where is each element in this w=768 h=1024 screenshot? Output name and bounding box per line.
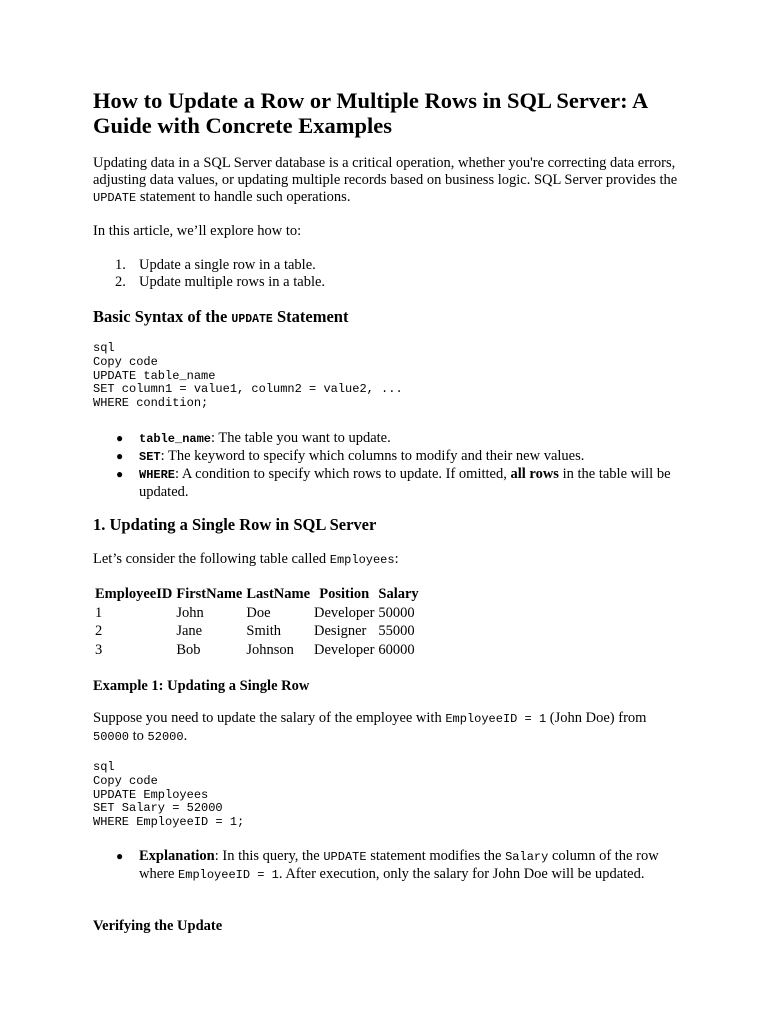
list-item (93, 257, 683, 274)
intro-list (93, 257, 683, 291)
syntax-heading (93, 307, 348, 330)
bullet-icon: ● (116, 467, 124, 481)
bullet-icon: ● (116, 431, 124, 445)
list-item (93, 466, 683, 501)
code-line: WHERE EmployeeID = 1; (93, 815, 245, 830)
para-text: Suppose you need to update the salary of the employee with (93, 710, 446, 726)
page-title: How to Update a Row or Multiple Rows in SQL Server: A Guide with Concrete Examples (93, 88, 647, 138)
table-cell: Developer (314, 641, 375, 658)
table-cell: Smith (246, 623, 282, 639)
code-line: SET Salary = 52000 (93, 801, 223, 816)
bullet-text: statement modifies the (366, 848, 506, 864)
list-item (93, 448, 683, 466)
bullet-icon: ● (116, 849, 124, 863)
column-header: LastName (246, 586, 311, 602)
bullet-bold-text: all rows (510, 466, 559, 482)
intro-text-1: Updating data in a SQL Server database is a critical operation, whether you're correcting data errors, adjusting data values, or updating multiple records based on business logic. SQL Server provides the (93, 155, 678, 188)
bullet-text: : In this query, the (214, 848, 324, 864)
code-language-label: sql (93, 760, 115, 774)
bullet-text: : The table you want to update. (211, 430, 391, 446)
syntax-bullets (93, 430, 683, 501)
copy-code-label[interactable]: Copy code (93, 354, 158, 369)
list-item-text: Update multiple rows in a table. (139, 274, 326, 290)
table-row (93, 641, 421, 660)
employees-table (93, 585, 421, 659)
table-header-row (93, 585, 421, 604)
bullet-text: : A condition to specify which rows to update. If omitted, (175, 466, 511, 482)
example1-code-block (93, 761, 244, 830)
para-text: : (394, 551, 399, 567)
inline-code: UPDATE (323, 850, 367, 864)
explanation-bullets (93, 848, 683, 884)
list-item (93, 848, 683, 884)
intro-code-update: UPDATE (93, 191, 137, 205)
column-header: Salary (378, 586, 419, 602)
table-cell: John (176, 604, 204, 621)
inline-code: 52000 (147, 730, 184, 744)
code-language-label: sql (93, 341, 115, 355)
heading-text: Statement (272, 307, 349, 326)
table-cell: Designer (314, 623, 367, 639)
code-line: UPDATE table_name (93, 368, 216, 383)
table-cell: Doe (246, 604, 271, 621)
bullet-text: in the table will be updated. (139, 466, 671, 500)
table-cell: 50000 (378, 604, 415, 621)
bullet-icon: ● (116, 449, 124, 463)
syntax-code-block (93, 342, 403, 411)
para-text: to (129, 728, 148, 744)
para-text: (John Doe) from (546, 710, 647, 726)
table-cell: Bob (176, 641, 201, 658)
table-cell: 1 (95, 604, 103, 621)
code-line: WHERE condition; (93, 396, 209, 411)
code-line: UPDATE Employees (93, 787, 209, 802)
column-header: FirstName (176, 586, 243, 602)
table-row (93, 622, 421, 641)
section1-heading: 1. Updating a Single Row in SQL Server (93, 515, 377, 534)
inline-code: EmployeeID = 1 (445, 712, 547, 726)
column-header: Position (319, 586, 370, 602)
table-cell: 3 (95, 641, 103, 658)
table-cell: 60000 (378, 641, 415, 658)
verify-heading: Verifying the Update (93, 918, 223, 934)
column-header: EmployeeID (95, 586, 173, 602)
list-number: 1. (115, 257, 126, 273)
para-text: Let’s consider the following table called (93, 551, 330, 567)
table-row (93, 604, 421, 623)
bullet-text: . After execution, only the salary for John Doe will be updated. (278, 866, 645, 882)
intro-paragraph-2: In this article, we’ll explore how to: (93, 223, 302, 239)
list-item-text: Update a single row in a table. (139, 257, 316, 273)
list-number: 2. (115, 274, 126, 290)
list-item (93, 274, 683, 291)
inline-code: 50000 (93, 730, 130, 744)
table-cell: Johnson (246, 641, 294, 658)
example1-heading: Example 1: Updating a Single Row (93, 678, 310, 694)
intro-paragraph (93, 155, 683, 207)
code-line: SET column1 = value1, column2 = value2, ... (93, 382, 403, 397)
list-item (93, 430, 683, 448)
heading-text: Basic Syntax of the (93, 307, 232, 326)
inline-code: EmployeeID = 1 (178, 868, 279, 882)
copy-code-label[interactable]: Copy code (93, 773, 158, 788)
table-cell: 2 (95, 623, 103, 639)
table-cell: 55000 (378, 623, 415, 639)
table-cell: Developer (314, 604, 375, 621)
table-cell: Jane (176, 623, 203, 639)
example1-paragraph (93, 710, 683, 746)
table-name-code: Employees (329, 553, 395, 567)
table-intro-paragraph (93, 551, 683, 569)
bullet-text: column of the row where (139, 848, 659, 882)
inline-code: Salary (505, 850, 549, 864)
heading-code: UPDATE (231, 313, 273, 326)
intro-text-2: statement to handle such operations. (136, 189, 351, 205)
bullet-term: SET (139, 450, 161, 464)
para-text: . (183, 728, 188, 744)
bullet-term: WHERE (139, 468, 176, 482)
bullet-bold-text: Explanation (139, 848, 215, 864)
bullet-text: : The keyword to specify which columns to modify and their new values. (160, 448, 585, 464)
bullet-term: table_name (139, 432, 212, 446)
